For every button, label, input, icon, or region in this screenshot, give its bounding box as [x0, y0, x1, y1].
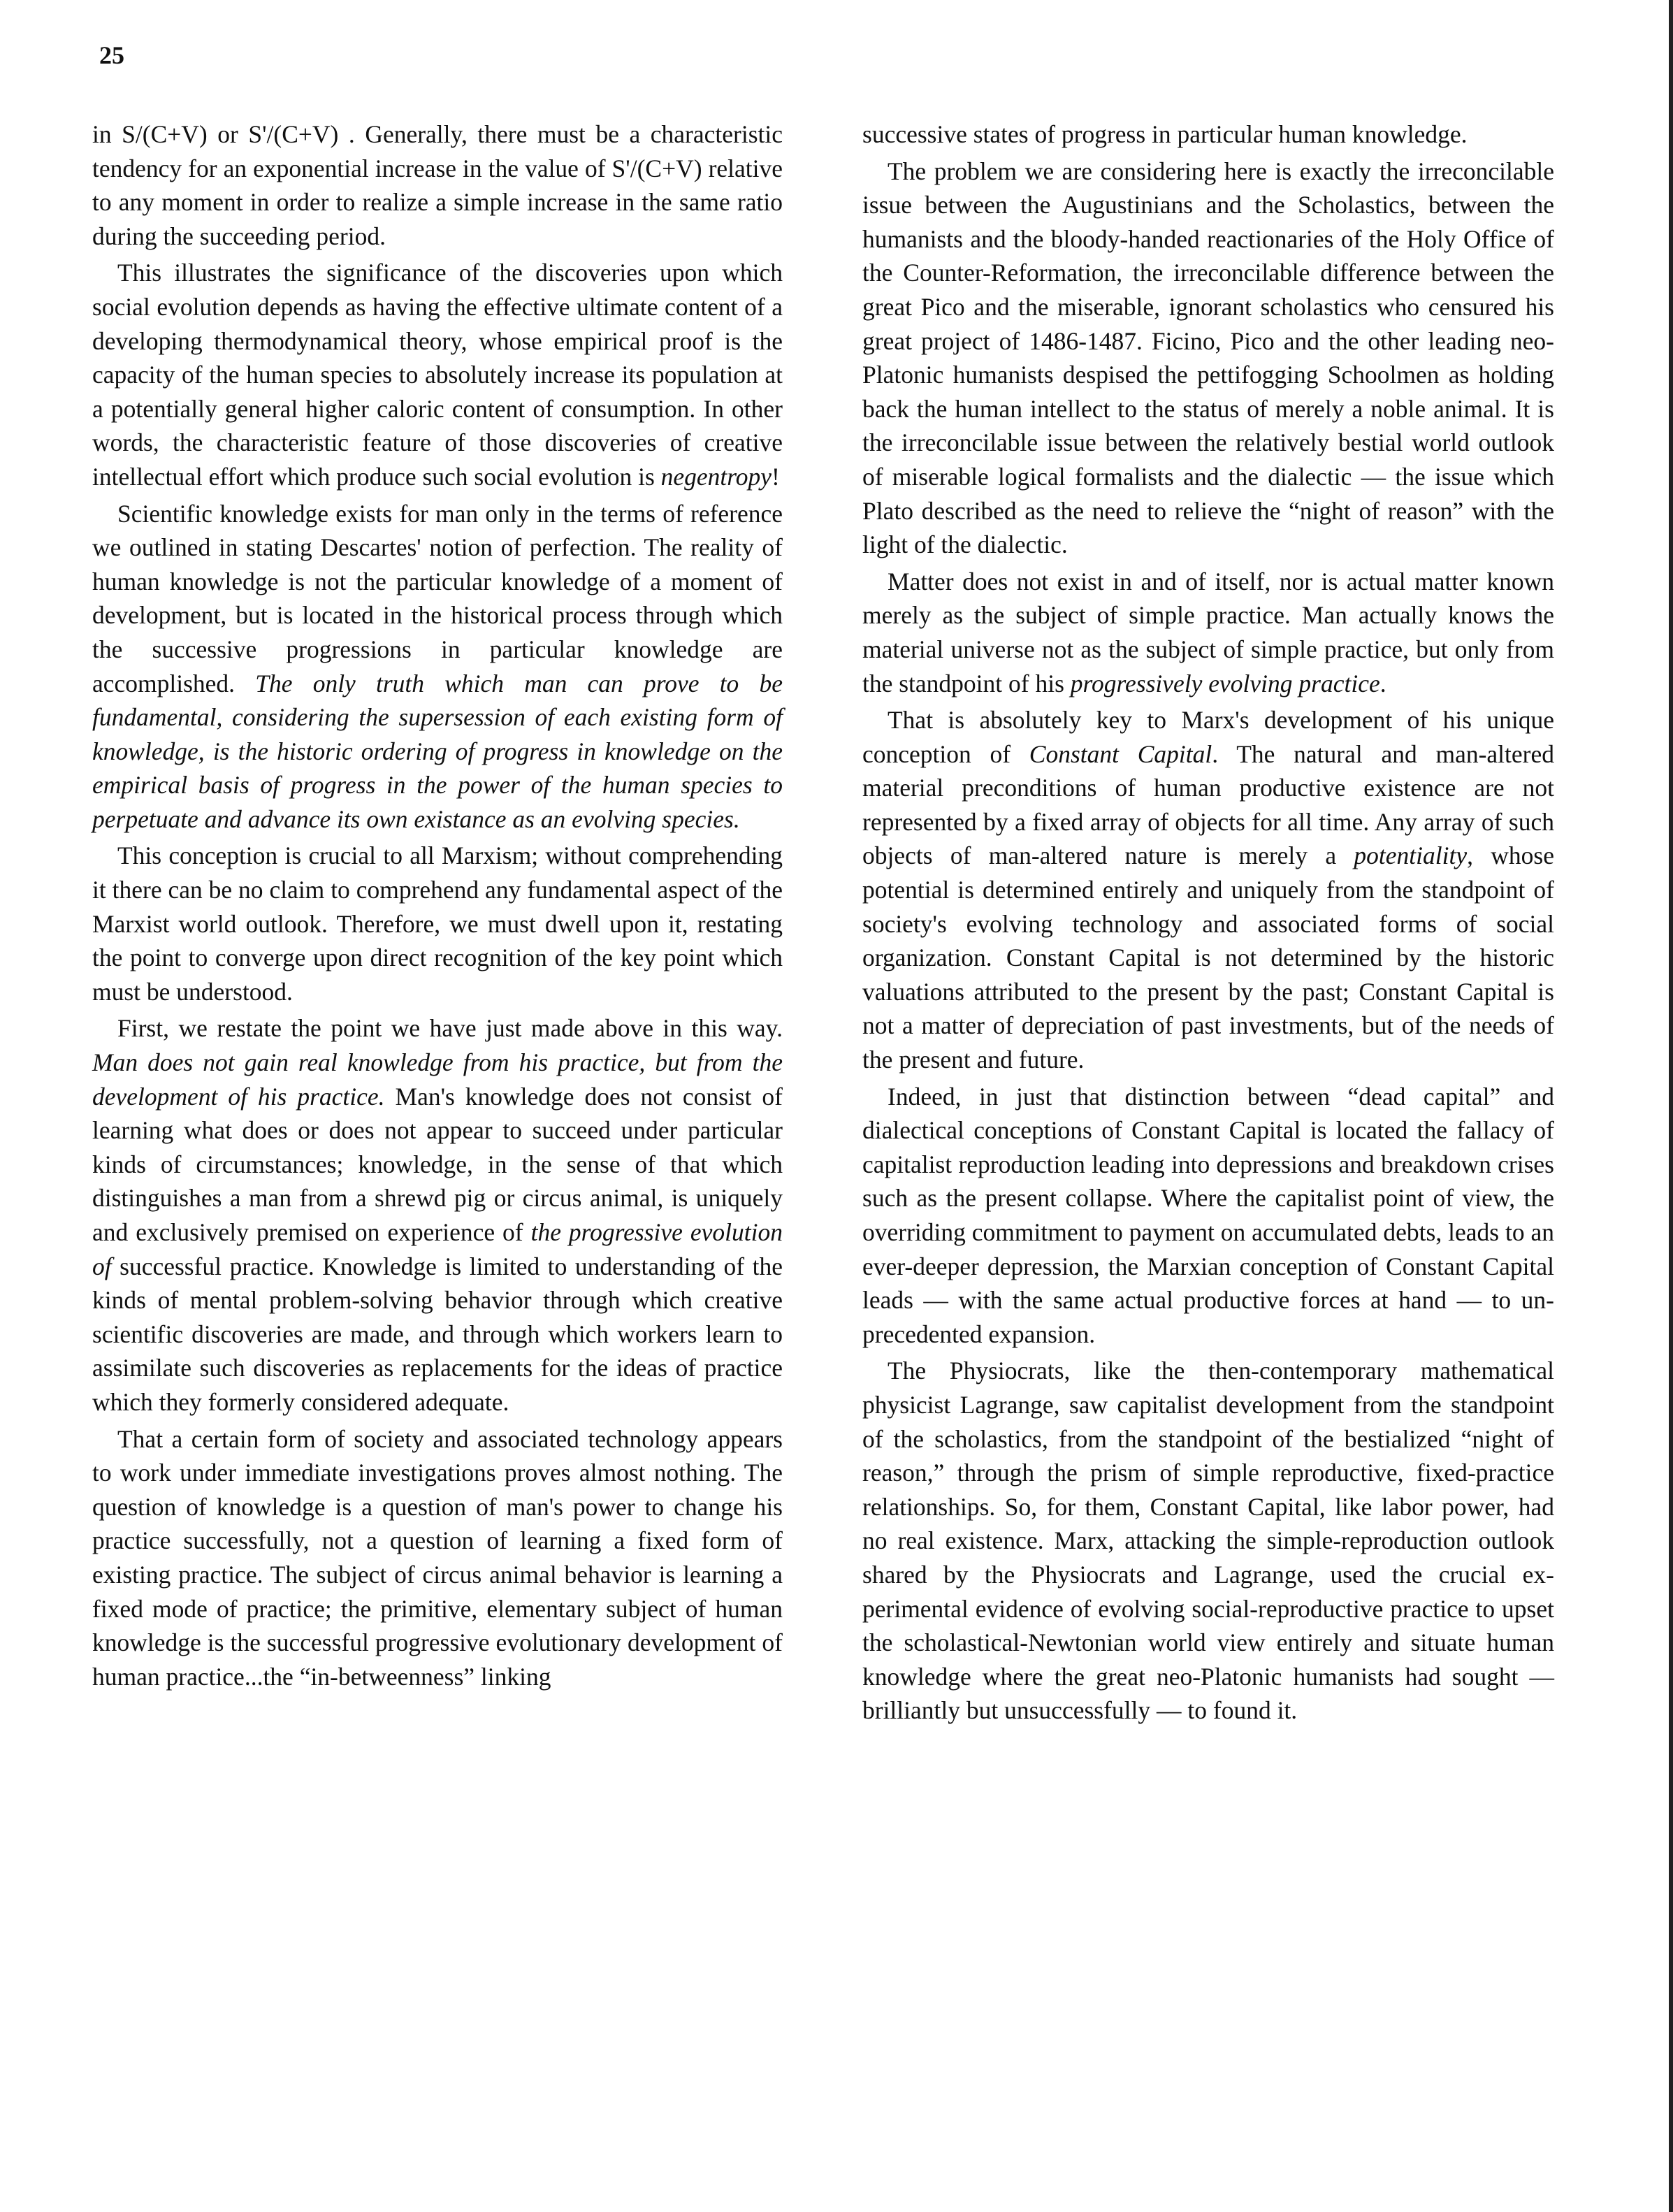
emphasis-text: the progressive evolution of	[92, 1218, 783, 1280]
text-run: Scientific knowledge exists for man only in the terms of reference we outlined in stating Descartes' notion of perfection. The reality of human knowledge is not the particular knowledge of a moment of development, but is located in the historical process through which the successive progressions in particular knowledge are accomplished.	[92, 499, 783, 697]
text-run: The Physiocrats, like the then-contemporary mathematical physicist Lagrange, saw capitalist development from the standpoint of the scholastics, from the standpoint of the bestialized “night of reason,” through the prism of simple reproductive, fixed-practice relationships. So, for them, Constant Capital, like labor power, had no real existence. Marx, attacking the simple-reproduction outlook shared by the Physiocrats and Lagrange, used the crucial experimental evidence of evolving social-reproductive practice to upset the scholastical-Newtonian world view entirely and situate human knowledge where the great neo-Platonic humanists had sought — brilliantly but unsuccessfully — to found it.	[862, 1357, 1554, 1725]
emphasis-text: negentropy	[660, 462, 772, 491]
emphasis-text: The only truth which man can prove to be fundamental, considering the supersession of each existing form of knowledge, is the historic ordering of progress in knowledge on the empirical basis of progress in the power of the human species to perpetuate and advance its own existance as an evolving species.	[92, 669, 783, 833]
paragraph	[92, 839, 783, 1009]
text-run: The problem we are considering here is exactly the irreconcilable issue between the Augustinians and the Scholastics, between the humanists and the bloody-handed reactionaries of the Holy Office of the Counter-Reformation, the irreconcilable difference between the great Pico and the miserable, ignorant scholastics who censured his great project of 1486-1487. Ficino, Pico and the other leading neo-Platonic humanists despised the pettifogging Schoolmen as holding back the human intellect to the status of merely a noble animal. It is the irreconcilable issue between the relatively bestial world outlook of miserable logical formalists and the dialectic — the issue which Plato described as the need to relieve the “night of reason” with the light of the dialectic.	[862, 157, 1554, 559]
paragraph	[862, 1354, 1554, 1728]
emphasis-text: Man does not gain real knowledge from his practice, but from the development of his practice.	[92, 1048, 783, 1111]
text-run: Matter does not exist in and of itself, nor is actual matter known merely as the subject of simple practice. Man actually knows the material universe not as the subject of simple practice, but only from the standpoint of his	[862, 567, 1554, 697]
paragraph	[862, 703, 1554, 1077]
text-run: This conception is crucial to all Marxism; without comprehending it there can be no claim to comprehend any fundamental aspect of the Marxist world outlook. Therefore, we must dwell upon it, restating the point to converge upon direct recognition of the key point which must be understood.	[92, 841, 783, 1006]
right-column	[862, 117, 1554, 1730]
text-run: . The natural and man-altered material preconditions of human productive existence are not represented by a fixed array of objects for all time. Any array of such objects of man-altered nature is merely a	[862, 739, 1554, 870]
text-run: That a certain form of society and associated technology appears to work under immediate investigations proves almost nothing. The question of knowledge is a question of man's power to change his practice successfully, not a question of learning a fixed form of existing practice. The subject of circus animal behavior is learning a fixed mode of practice; the primitive, elementary subject of human knowledge is the successful progressive evolutionary development of human practice...the “in-betweenness” linking	[92, 1424, 783, 1691]
paragraph	[862, 565, 1554, 700]
paragraph	[92, 1011, 783, 1419]
paragraph	[92, 256, 783, 493]
text-run: successful practice. Knowledge is limited to understanding of the kinds of mental problem-solving behavior through which creative scientific discoveries are made, and through which workers learn to assimilate such discoveries as replacements for the ideas of practice which they formerly considered adequate.	[92, 1252, 783, 1416]
text-run: First, we restate the point we have just made above in this way.	[117, 1014, 783, 1043]
text-run: Man's knowledge does not consist of learning what does or does not appear to succeed under particular kinds of circumstances; knowledge, in the sense of that which distinguishes a man from a shrewd pig or circus animal, is uniquely and exclusively premised on experience of	[92, 1082, 783, 1246]
emphasis-text: progressively evolving practice	[1070, 669, 1380, 697]
paragraph	[862, 154, 1554, 562]
text-run: successive states of progress in particular human knowledge.	[862, 120, 1468, 148]
emphasis-text: Constant Capital	[1029, 739, 1212, 768]
paragraph	[92, 497, 783, 837]
text-run: , whose potential is determined entirely and uniquely from the standpoint of society's evolving technology and associated forms of social organization. Constant Capital is not determined by the historic valuations attributed to the present by the past; Constant Capital is not a matter of depreciation of past investments, but of the needs of the present and future.	[862, 841, 1554, 1074]
text-run: .	[1379, 669, 1386, 697]
text-run: That is absolutely key to Marx's development of his unique conception of	[862, 706, 1554, 768]
paragraph	[862, 117, 1554, 152]
paragraph	[862, 1080, 1554, 1352]
page-edge-rule	[1669, 0, 1673, 2212]
page-number: 25	[99, 41, 124, 69]
text-run: Indeed, in just that distinction between “dead capital” and dialectical conceptions of Constant Capital is located the fallacy of capitalist reproduction leading into depressions and breakdown crises such as the present collapse. Where the capitalist point of view, the overriding commitment to payment on accumulated debts, leads to an ever-deeper depression, the Marxian conception of Constant Capital leads — with the same actual productive forces at hand — to unprecedented expansion.	[862, 1082, 1554, 1348]
text-run: in S/(C+V) or S'/(C+V) . Generally, there must be a characteristic tendency for an exponential increase in the value of S'/(C+V) relative to any moment in order to realize a simple increase in the same ratio during the succeeding period.	[92, 120, 783, 250]
paragraph	[92, 117, 783, 253]
text-run: !	[772, 462, 780, 491]
paragraph	[92, 1422, 783, 1694]
emphasis-text: potentiality	[1354, 841, 1468, 870]
text-run: This illustrates the significance of the discoveries upon which social evolution depends as having the effective ultimate content of a developing thermodynamical theory, whose empirical proof is the capacity of the human species to absolutely increase its population at a potentially general higher caloric content of consumption. In other words, the characteristic feature of those discoveries of creative intellectual effort which produce such social evolution is	[92, 259, 783, 491]
left-column	[92, 117, 783, 1696]
